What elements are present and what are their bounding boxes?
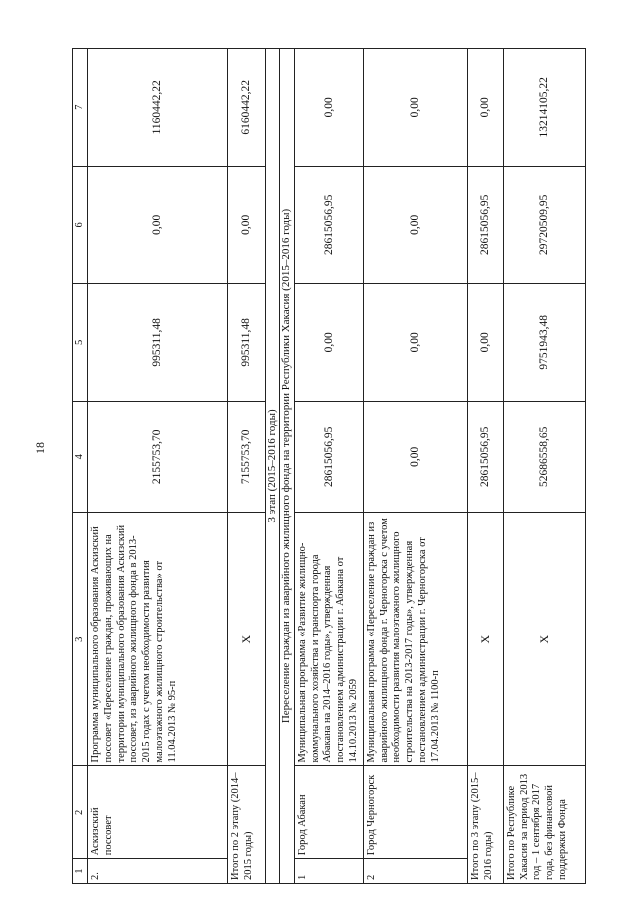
value-col7: 1160442,22	[88, 49, 228, 167]
header-cell: 6	[73, 166, 88, 284]
table-row-total-stage3	[467, 49, 503, 884]
section-title-row	[280, 49, 294, 884]
value-col5: 0,00	[467, 284, 503, 402]
rotated-table-container	[72, 48, 568, 884]
value-col7: 0,00	[467, 49, 503, 167]
header-cell: 4	[73, 401, 88, 512]
program-description: Программа муниципального образования Аскизский поссовет «Переселение граждан, проживающих на территории муниципального образования Аскизский поссовет, из аварийного жилищного фонда в 2013-2015 годах с учетом необходимости развития малоэтажного жилищного строительства» от 11.04.2013 № 95-п	[88, 512, 228, 766]
header-cell: 5	[73, 284, 88, 402]
total-label: Итого по 2 этапу (2014–2015 годы)	[228, 766, 266, 884]
x-mark: X	[503, 512, 585, 766]
header-cell: 3	[73, 512, 88, 766]
program-description: Муниципальная программа «Развитие жилищно-коммунального хозяйства и транспорта города Абакана на 2014–2016 годы», утвержденная постановлением администрации г. Абакана от 14.10.2013 № 2059	[294, 512, 363, 766]
table-row-total-stage2	[228, 49, 266, 884]
value-col6: 0,00	[363, 166, 467, 284]
header-cell: 1	[73, 859, 88, 884]
program-description: Муниципальная программа «Переселение граждан из аварийного жилищного фонда г. Черногорска с учетом необходимости развития малоэтажного жилищного строительства на 2013-2017 годы», утвержденная постановлением администрации г. Черногорска от 17.04.2013 № 1100-п	[363, 512, 467, 766]
stage-title: 3 этап (2015–2016 годы)	[266, 49, 280, 884]
value-col5: 0,00	[294, 284, 363, 402]
value-col4: 0,00	[363, 401, 467, 512]
value-col6: 28615056,95	[467, 166, 503, 284]
value-col4: 2155753,70	[88, 401, 228, 512]
value-col4: 7155753,70	[228, 401, 266, 512]
value-col5: 995311,48	[228, 284, 266, 402]
table-row-abakan	[294, 49, 363, 884]
value-col5: 9751943,48	[503, 284, 585, 402]
header-cell: 2	[73, 766, 88, 859]
row-number: 2.	[88, 859, 228, 884]
header-row	[73, 49, 88, 884]
row-number: 1	[294, 859, 363, 884]
value-col6: 28615056,95	[294, 166, 363, 284]
municipality-name: Город Черногорск	[363, 766, 467, 859]
municipality-name: Город Абакан	[294, 766, 363, 859]
value-col7: 0,00	[363, 49, 467, 167]
value-col4: 52686558,65	[503, 401, 585, 512]
table-row-askiz	[88, 49, 228, 884]
value-col6: 29720509,95	[503, 166, 585, 284]
value-col5: 0,00	[363, 284, 467, 402]
x-mark: X	[228, 512, 266, 766]
stage3-title-row	[266, 49, 280, 884]
total-label: Итого по Республике Хакасия за период 2013 год – 1 сентября 2017 года, без финансовой поддержки Фонда	[503, 766, 585, 884]
value-col7: 0,00	[294, 49, 363, 167]
table-row-chernogorsk	[363, 49, 467, 884]
page-number: 18	[33, 442, 47, 454]
value-col4: 28615056,95	[294, 401, 363, 512]
value-col4: 28615056,95	[467, 401, 503, 512]
total-label: Итого по 3 этапу (2015–2016 годы)	[467, 766, 503, 884]
value-col7: 13214105,22	[503, 49, 585, 167]
row-number: 2	[363, 859, 467, 884]
header-cell: 7	[73, 49, 88, 167]
municipality-name: Аскизский поссовет	[88, 766, 228, 859]
value-col6: 0,00	[228, 166, 266, 284]
program-funding-table	[72, 48, 586, 884]
table-row-total-republic	[503, 49, 585, 884]
value-col7: 6160442,22	[228, 49, 266, 167]
value-col6: 0,00	[88, 166, 228, 284]
x-mark: X	[467, 512, 503, 766]
section-title: Переселение граждан из аварийного жилищного фонда на территории Республики Хакасия (2015–2016 годы)	[280, 49, 294, 884]
value-col5: 995311,48	[88, 284, 228, 402]
